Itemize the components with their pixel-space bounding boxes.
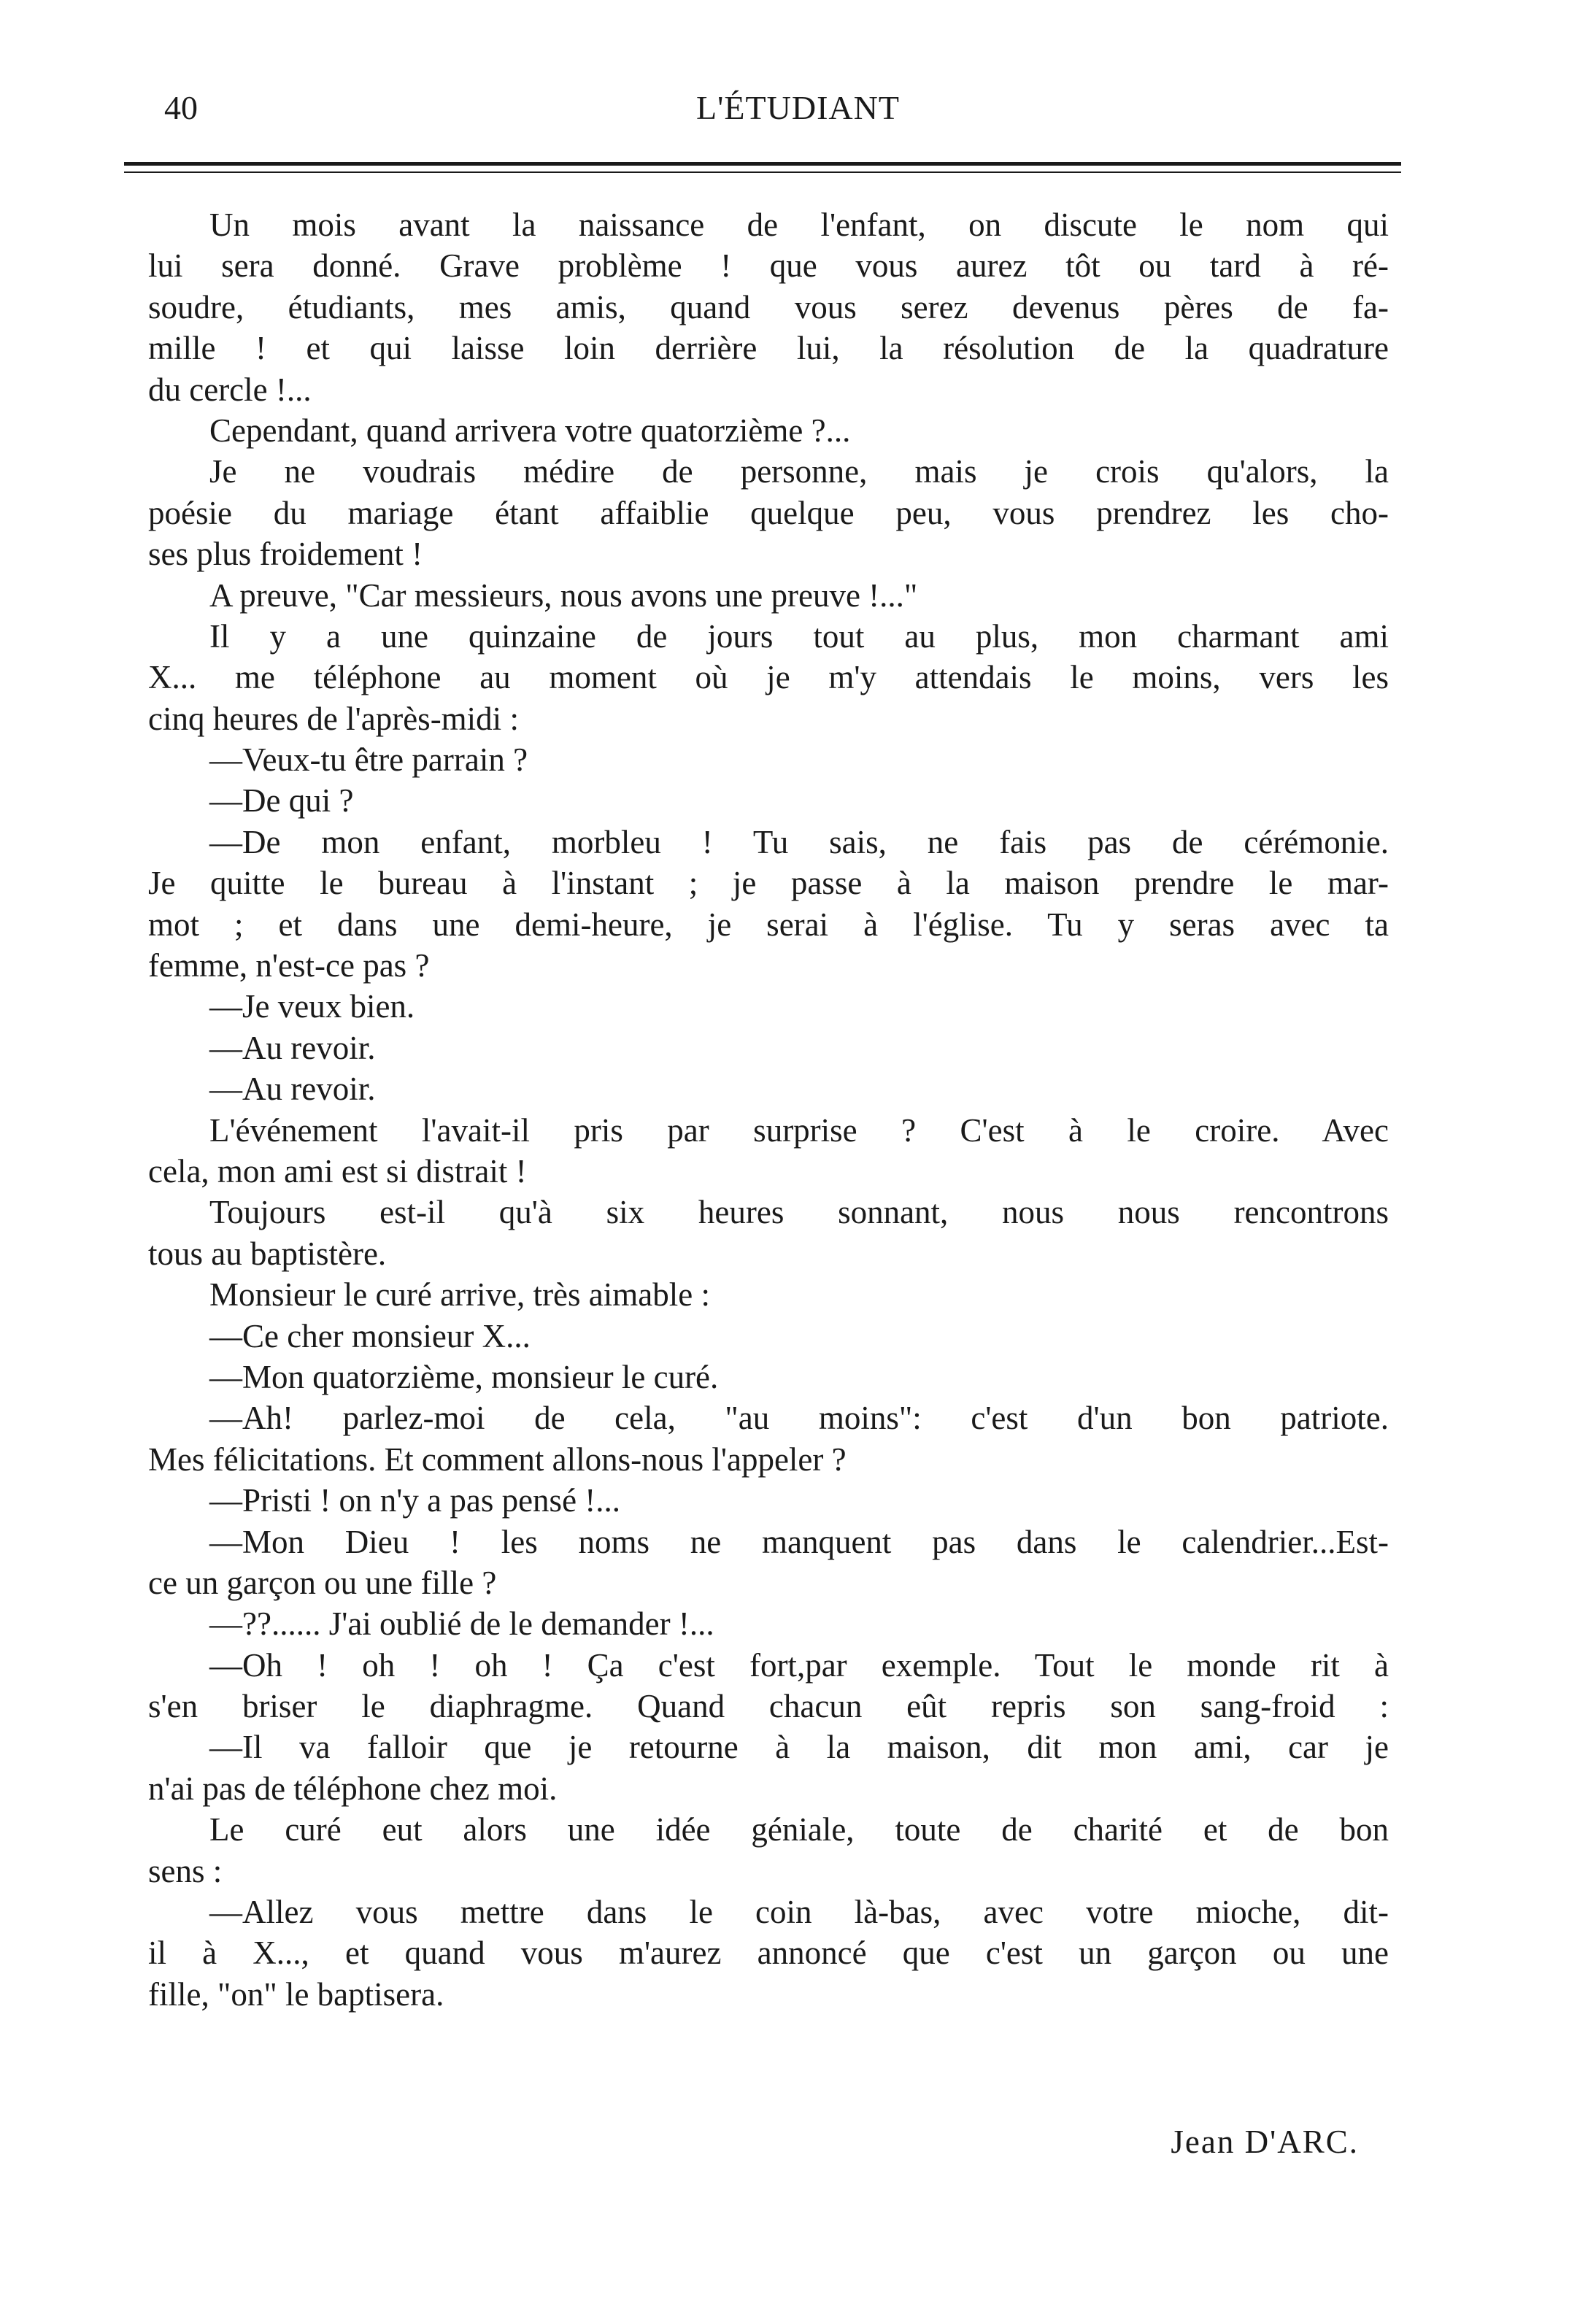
text-line: mille ! et qui laisse loin derrière lui, la résolution de la quadrature (148, 330, 1389, 367)
text-line: cela, mon ami est si distrait ! (148, 1152, 527, 1189)
text-line: du cercle !... (148, 371, 312, 408)
text-line: —Oh ! oh ! oh ! Ça c'est fort,par exemple. Tout le monde rit à (209, 1646, 1389, 1684)
text-line: soudre, étudiants, mes amis, quand vous serez devenus pères de fa- (148, 288, 1389, 325)
text-line: —Au revoir. (209, 1071, 376, 1108)
header-rule-thin (124, 171, 1401, 173)
text-line: —Allez vous mettre dans le coin là-bas, avec votre mioche, dit- (209, 1894, 1389, 1931)
text-line: —Au revoir. (209, 1029, 376, 1066)
text-line: Mes félicitations. Et comment allons-nous l'appeler ? (148, 1441, 847, 1478)
page-number: 40 (164, 89, 198, 126)
text-line: ses plus froidement ! (148, 536, 423, 573)
text-line: Toujours est-il qu'à six heures sonnant, nous nous rencontrons (209, 1194, 1389, 1231)
text-line: fille, "on" le baptisera. (148, 1975, 444, 2013)
header-rule-thick (124, 162, 1401, 166)
text-line: —Ah! parlez-moi de cela, "au moins": c'est d'un bon patriote. (209, 1400, 1389, 1437)
text-line: ce un garçon ou une fille ? (148, 1564, 497, 1601)
text-line: —??...... J'ai oublié de le demander !... (209, 1605, 714, 1643)
text-line: Je quitte le bureau à l'instant ; je passe à la maison prendre le mar- (148, 865, 1389, 902)
text-line: Cependant, quand arrivera votre quatorzième ?... (209, 412, 851, 449)
text-line: Un mois avant la naissance de l'enfant, on discute le nom qui (209, 207, 1389, 243)
text-line: —Mon Dieu ! les noms ne manquent pas dans le calendrier...Est- (209, 1523, 1389, 1560)
text-line: femme, n'est-ce pas ? (148, 947, 430, 984)
text-line: —De qui ? (209, 782, 354, 820)
text-line: L'événement l'avait-il pris par surprise ? C'est à le croire. Avec (209, 1111, 1389, 1149)
running-title: L'ÉTUDIANT (696, 89, 900, 126)
text-line: —Je veux bien. (209, 988, 415, 1025)
text-line: —Il va falloir que je retourne à la maison, dit mon ami, car je (209, 1729, 1389, 1766)
text-line: lui sera donné. Grave problème ! que vous aurez tôt ou tard à ré- (148, 247, 1389, 285)
text-line: Je ne voudrais médire de personne, mais je crois qu'alors, la (209, 453, 1389, 490)
text-line: —De mon enfant, morbleu ! Tu sais, ne fais pas de cérémonie. (209, 823, 1389, 860)
text-line: mot ; et dans une demi-heure, je serai à l'église. Tu y seras avec ta (148, 906, 1389, 943)
text-line: poésie du mariage étant affaiblie quelque peu, vous prendrez les cho- (148, 494, 1389, 531)
text-line: —Veux-tu être parrain ? (209, 741, 528, 779)
text-line: n'ai pas de téléphone chez moi. (148, 1770, 558, 1807)
text-line: A preuve, "Car messieurs, nous avons une preuve !..." (209, 576, 918, 614)
text-line: sens : (148, 1852, 223, 1889)
text-line: il à X..., et quand vous m'aurez annoncé que c'est un garçon ou une (148, 1935, 1389, 1972)
text-line: Le curé eut alors une idée géniale, toute de charité et de bon (209, 1811, 1389, 1848)
author-signature: Jean D'ARC. (1171, 2124, 1359, 2160)
text-line: Il y a une quinzaine de jours tout au plus, mon charmant ami (209, 617, 1389, 655)
text-line: X... me téléphone au moment où je m'y attendais le moins, vers les (148, 659, 1389, 696)
text-line: Monsieur le curé arrive, très aimable : (209, 1276, 710, 1314)
text-line: —Mon quatorzième, monsieur le curé. (209, 1358, 719, 1395)
article-body (148, 204, 1389, 2015)
text-line: cinq heures de l'après-midi : (148, 700, 519, 737)
text-line: tous au baptistère. (148, 1235, 387, 1272)
text-line: s'en briser le diaphragme. Quand chacun eût repris son sang-froid : (148, 1688, 1389, 1725)
text-line: —Pristi ! on n'y a pas pensé !... (209, 1482, 621, 1519)
text-line: —Ce cher monsieur X... (209, 1317, 531, 1354)
